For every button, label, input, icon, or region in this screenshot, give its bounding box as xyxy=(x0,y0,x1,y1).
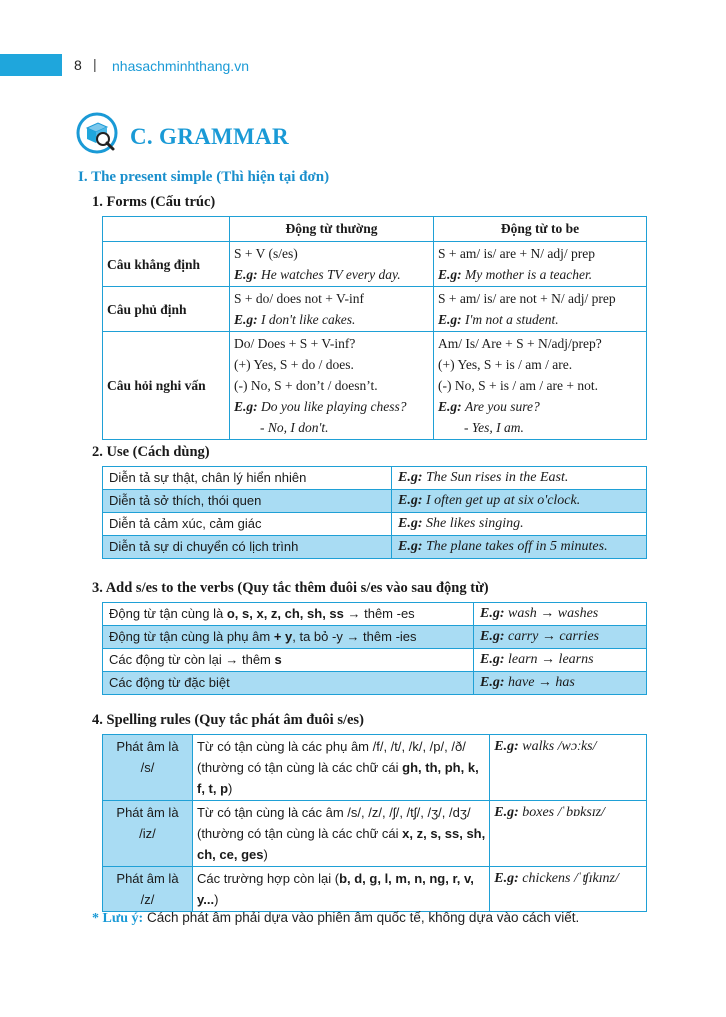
table-header-cell: Động từ thường xyxy=(230,217,434,242)
example-text: wash → washes xyxy=(508,606,599,621)
header-color-bar xyxy=(0,54,62,76)
eg-label: E.g: xyxy=(494,871,519,886)
formula-line: S + am/ is/ are not + N/ adj/ prep xyxy=(438,291,616,306)
eg-label: E.g: xyxy=(480,606,505,621)
table-cell xyxy=(434,242,647,287)
table-cell xyxy=(434,287,647,332)
pronunciation-label: Phát âm là xyxy=(116,739,179,754)
eg-label: E.g: xyxy=(494,739,519,754)
pronunciation-sound: /iz/ xyxy=(139,826,156,841)
example-text: walks /wɔːks/ xyxy=(522,739,597,754)
section-title: C. GRAMMAR xyxy=(130,124,289,149)
example-text: have → has xyxy=(508,675,575,690)
example-text: She likes singing. xyxy=(426,516,524,531)
table-header-cell xyxy=(103,217,230,242)
site-name: nhasachminhthang.vn xyxy=(112,58,249,74)
note-label: * Lưu ý: xyxy=(92,911,144,926)
example-text: learn → learns xyxy=(508,652,594,667)
rule-text: Các động từ còn lại → thêm xyxy=(109,652,275,667)
row-label: Câu hỏi nghi vấn xyxy=(103,332,230,440)
heading-spelling-rules: 4. Spelling rules (Quy tắc phát âm đuôi s/es) xyxy=(92,712,364,728)
example-text: Are you sure? xyxy=(465,399,540,414)
table-cell xyxy=(230,242,434,287)
pronunciation-sound: /s/ xyxy=(140,760,155,775)
table-row xyxy=(103,867,647,912)
pronunciation-label: Phát âm là xyxy=(116,871,179,886)
rule-bold: o, s, x, z, ch, sh, ss xyxy=(226,606,344,621)
table-row xyxy=(103,242,647,287)
forms-table xyxy=(102,216,647,440)
example-answer: - Yes, I am. xyxy=(464,420,524,435)
spelling-rules-table xyxy=(102,734,647,912)
rule-bold: x, z, s, ss, sh, ch, ce, ges xyxy=(196,826,486,862)
rule-bold: s xyxy=(274,652,282,667)
formula-line: S + V (s/es) xyxy=(234,246,298,261)
example-text: He watches TV every day. xyxy=(261,267,401,282)
book-magnifier-icon xyxy=(76,112,118,154)
table-row xyxy=(103,649,647,672)
rule-text: , ta bỏ -y → thêm -ies xyxy=(292,629,417,644)
note-text: Cách phát âm phải dựa vào phiên âm quốc tế, không dựa vào cách viết. xyxy=(143,910,580,925)
formula-line: (-) No, S + is / am / are + not. xyxy=(438,378,598,393)
pronunciation-label: Phát âm là xyxy=(116,805,179,820)
eg-label: E.g: xyxy=(438,312,462,327)
table-cell xyxy=(434,332,647,440)
example-text: The Sun rises in the East. xyxy=(426,470,569,485)
eg-label: E.g: xyxy=(480,675,505,690)
rule-text: Động từ tận cùng là xyxy=(109,606,227,621)
eg-label: E.g: xyxy=(398,539,423,554)
eg-label: E.g: xyxy=(398,470,423,485)
table-header-cell: Động từ to be xyxy=(434,217,647,242)
rule-text: Động từ tận cùng là phụ âm xyxy=(109,629,274,644)
eg-label: E.g: xyxy=(480,629,505,644)
table-cell xyxy=(230,287,434,332)
table-row xyxy=(103,603,647,626)
table-row xyxy=(103,536,647,559)
formula-line: S + am/ is/ are + N/ adj/ prep xyxy=(438,246,595,261)
rule-text: Các động từ đặc biệt xyxy=(109,675,230,690)
eg-label: E.g: xyxy=(234,267,258,282)
table-row xyxy=(103,672,647,695)
table-row xyxy=(103,735,647,801)
eg-label: E.g: xyxy=(398,516,423,531)
rule-bold: gh, th, ph, k, f, t, p xyxy=(196,760,479,796)
rule-text: Từ có tận cùng là các âm /s/, /z/, /ʃ/, /tʃ/, /ʒ/, /dʒ/ (thường có tận cùng là các chữ cái xyxy=(196,805,471,841)
table-row xyxy=(103,332,647,440)
row-label: Câu phủ định xyxy=(103,287,230,332)
example-text: chickens /ˈʧɪkɪnz/ xyxy=(522,871,619,886)
eg-label: E.g: xyxy=(438,267,462,282)
rule-text: ) xyxy=(228,781,233,796)
table-row xyxy=(103,467,647,490)
header-separator: | xyxy=(93,56,97,72)
eg-label: E.g: xyxy=(234,312,258,327)
table-row xyxy=(103,801,647,867)
page-number: 8 xyxy=(74,57,82,73)
example-text: carry → carries xyxy=(508,629,599,644)
eg-label: E.g: xyxy=(480,652,505,667)
table-row xyxy=(103,217,647,242)
formula-line: (+) Yes, S + do / does. xyxy=(234,357,354,372)
use-description: Diễn tả cảm xúc, cảm giác xyxy=(103,513,392,536)
eg-label: E.g: xyxy=(494,805,519,820)
formula-line: (+) Yes, S + is / am / are. xyxy=(438,357,573,372)
rule-bold: + y xyxy=(273,629,293,644)
heading-present-simple: I. The present simple (Thì hiện tại đơn) xyxy=(78,169,330,185)
rule-text: ) xyxy=(214,892,219,907)
rule-text: Từ có tận cùng là các phụ âm /f/, /t/, /k/, /p/, /ð/ (thường có tận cùng là các chữ cái xyxy=(196,739,466,775)
example-text: My mother is a teacher. xyxy=(465,267,593,282)
eg-label: E.g: xyxy=(398,493,423,508)
eg-label: E.g: xyxy=(438,399,462,414)
formula-line: Do/ Does + S + V-inf? xyxy=(234,336,356,351)
add-s-es-table xyxy=(102,602,647,695)
use-description: Diễn tả sự thật, chân lý hiển nhiên xyxy=(103,467,392,490)
example-text: I'm not a student. xyxy=(465,312,559,327)
example-text: The plane takes off in 5 minutes. xyxy=(426,539,608,554)
example-text: I don't like cakes. xyxy=(261,312,356,327)
use-description: Diễn tả sở thích, thói quen xyxy=(103,490,392,513)
table-cell xyxy=(230,332,434,440)
use-table xyxy=(102,466,647,559)
rule-text: Các trường hợp còn lại ( xyxy=(196,871,340,886)
pronunciation-sound: /z/ xyxy=(140,892,155,907)
note xyxy=(92,910,579,927)
formula-line: Am/ Is/ Are + S + N/adj/prep? xyxy=(438,336,602,351)
example-text: I often get up at six o'clock. xyxy=(426,493,581,508)
table-row xyxy=(103,626,647,649)
use-description: Diễn tả sự di chuyển có lịch trình xyxy=(103,536,392,559)
eg-label: E.g: xyxy=(234,399,258,414)
table-row xyxy=(103,513,647,536)
heading-add-s-es: 3. Add s/es to the verbs (Quy tắc thêm đuôi s/es vào sau động từ) xyxy=(92,580,489,596)
rule-bold: b, d, g, l, m, n, ng, r, v, y... xyxy=(196,871,474,907)
formula-line: (-) No, S + don’t / doesn’t. xyxy=(234,378,378,393)
table-row xyxy=(103,287,647,332)
formula-line: S + do/ does not + V-inf xyxy=(234,291,364,306)
row-label: Câu khẳng định xyxy=(103,242,230,287)
example-answer: - No, I don't. xyxy=(260,420,329,435)
example-text: boxes /ˈbɒksɪz/ xyxy=(522,805,605,820)
rule-text: ) xyxy=(263,847,268,862)
rule-text: → thêm -es xyxy=(343,606,415,621)
heading-use: 2. Use (Cách dùng) xyxy=(92,444,210,460)
heading-forms: 1. Forms (Cấu trúc) xyxy=(92,194,216,210)
example-text: Do you like playing chess? xyxy=(261,399,407,414)
table-row xyxy=(103,490,647,513)
